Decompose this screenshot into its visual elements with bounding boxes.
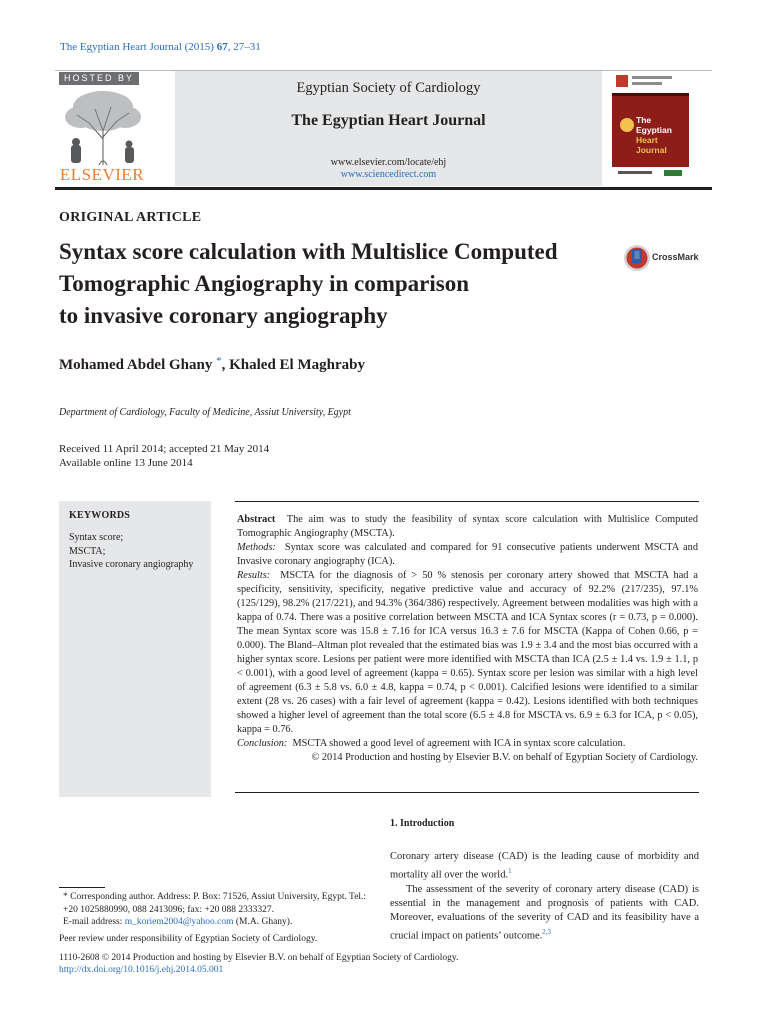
reference-link[interactable]: 2,3 — [542, 927, 552, 936]
cover-title-line2: Heart Journal — [636, 135, 667, 155]
affiliation: Department of Cardiology, Faculty of Medicine, Assiut University, Egypt — [59, 407, 351, 418]
email-label: E-mail address: — [63, 917, 123, 927]
crossmark-label: CrossMark — [652, 252, 699, 262]
introduction-text — [390, 850, 699, 943]
email-owner: (M.A. Ghany). — [235, 917, 293, 927]
journal-citation[interactable] — [60, 41, 261, 53]
abstract-results: MSCTA for the diagnosis of > 50 % stenosis per coronary artery showed that MSCTA had a specificity, sensitivity, specificity, negative predictive value and accuracy of 92.2% (217/235), 97.1% (125/129), 98.2% (217/221), and 94.3% (364/386) respectively. Agreement between modalities was high with a kappa of 0.74. There was a positive correlation between MSCTA and ICA Syntax scores (r = 0.73, p = 0.000). The mean Syntax score was 15.8 ± 7.16 for ICA versus 16.3 ± 7.6 for MSCTA (Kappa of Cohen 0.66, p = 0.000). The Bland–Altman plot revealed that the estimated bias was 1.9 ± 3.4 and the most bias occurred with a higher syntax score. Lesions per patient were more identified with MSCTA than ICA (2.5 ± 1.4 vs. 1.9 ± 1.1, p < 0.001), with a good level of agreement (kappa = 0.65). Syntax score per lesion was similar with a high level of agreement (6.3 ± 5.8 vs. 6.0 ± 4.8, kappa = 0.74, p < 0.001). Calcified lesions were identified to a similar extent (28 vs. 26 cases) with a fair level of agreement (kappa = 0.42). Lesions identified with both techniques showed a higher level of agreement than the total score (6.5 ± 4.8 for MSCTA vs. 6.9 ± 6.3 for ICA, p < 0.05), kappa = 0.76. — [237, 570, 698, 735]
results-label: Results: — [237, 570, 271, 581]
corresponding-author-text: Corresponding author. Address: P. Box: 71526, Assiut University, Egypt. Tel.: +20 1025880990, 088 2413096; fax: +20 088 2333327. — [63, 892, 367, 915]
author-list — [59, 355, 365, 374]
keyword-item: MSCTA; — [69, 545, 106, 557]
intro-paragraph-2-text: The assessment of the severity of coronary artery disease (CAD) is essential in the management and prognosis of patients with CAD. Moreover, evaluations of the severity of CAD and its feasibility have a crucial impact on patients’ outcome. — [390, 883, 699, 941]
journal-cover-thumbnail[interactable] — [612, 71, 689, 181]
author-ghany[interactable]: Mohamed Abdel Ghany — [59, 357, 213, 373]
keyword-item: Syntax score; — [69, 532, 124, 543]
cover-title-line1: The Egyptian — [636, 115, 672, 135]
sciencedirect-link[interactable]: www.sciencedirect.com — [340, 169, 437, 180]
corresponding-author-footnote — [59, 891, 369, 929]
corresponding-author-mark[interactable]: * — [216, 355, 222, 367]
page-footer — [59, 934, 699, 977]
abstract-aim: The aim was to study the feasibility of syntax score calculation with Multislice Computed Tomographic Angiography (MSCTA). — [237, 514, 699, 539]
article-title — [59, 236, 619, 332]
citation-journal: The Egyptian Heart Journal (2015) — [60, 41, 214, 53]
footnote-mark: * — [63, 892, 68, 902]
elsevier-wordmark: ELSEVIER — [59, 165, 145, 184]
article-dates — [59, 442, 269, 470]
title-line-3: to invasive coronary angiography — [59, 303, 388, 328]
reference-link[interactable]: 1 — [508, 867, 512, 875]
journal-name: The Egyptian Heart Journal — [291, 112, 486, 129]
email-link[interactable]: m_koriem2004@yahoo.com — [124, 917, 234, 927]
abstract-conclusion: MSCTA showed a good level of agreement with ICA in syntax score calculation. — [292, 738, 626, 749]
abstract-label: Abstract — [237, 514, 276, 525]
elsevier-tree-logo — [59, 87, 147, 177]
keyword-item: Invasive coronary angiography — [69, 559, 194, 570]
journal-url[interactable]: www.elsevier.com/locate/ehj — [330, 157, 447, 168]
keywords-list — [69, 531, 204, 572]
keywords-heading: KEYWORDS — [69, 510, 131, 521]
footnote-rule — [59, 887, 105, 888]
section-heading-introduction: 1. Introduction — [390, 818, 455, 829]
available-online-date: Available online 13 June 2014 — [59, 457, 193, 469]
abstract-copyright: © 2014 Production and hosting by Elsevier B.V. on behalf of Egyptian Society of Cardiology. — [311, 752, 698, 763]
article-type: ORIGINAL ARTICLE — [59, 210, 202, 225]
abstract — [237, 513, 698, 765]
intro-paragraph — [390, 850, 699, 883]
hosted-by-label: HOSTED BY — [59, 72, 139, 85]
abstract-bottom-rule — [235, 792, 699, 793]
society-name: Egyptian Society of Cardiology — [296, 80, 481, 96]
citation-pages: , 27–31 — [227, 41, 261, 53]
abstract-methods: Syntax score was calculated and compared for 91 consecutive patients underwent MSCTA and Invasive coronary angiography (ICA). — [237, 542, 698, 567]
issn-copyright: 1110-2608 © 2014 Production and hosting by Elsevier B.V. on behalf of Egyptian Society of Cardiology. — [59, 952, 459, 963]
cover-title — [636, 115, 689, 155]
banner-bottom-rule — [55, 187, 712, 190]
conclusion-label: Conclusion: — [237, 738, 288, 749]
received-accepted-date: Received 11 April 2014; accepted 21 May 2014 — [59, 443, 270, 455]
doi-link[interactable]: http://dx.doi.org/10.1016/j.ehj.2014.05.001 — [59, 965, 224, 975]
methods-label: Methods: — [237, 542, 276, 553]
title-line-2: Tomographic Angiography in comparison — [59, 271, 470, 296]
author-el-maghraby[interactable]: , Khaled El Maghraby — [221, 357, 365, 373]
intro-paragraph-1-text: Coronary artery disease (CAD) is the leading cause of morbidity and mortality all over the world. — [390, 851, 699, 881]
abstract-top-rule — [235, 501, 699, 502]
peer-review-note: Peer review under responsibility of Egyptian Society of Cardiology. — [59, 934, 318, 944]
citation-volume: 67 — [216, 41, 228, 53]
title-line-1: Syntax score calculation with Multislice Computed — [59, 239, 558, 264]
crossmark-icon — [623, 242, 651, 274]
